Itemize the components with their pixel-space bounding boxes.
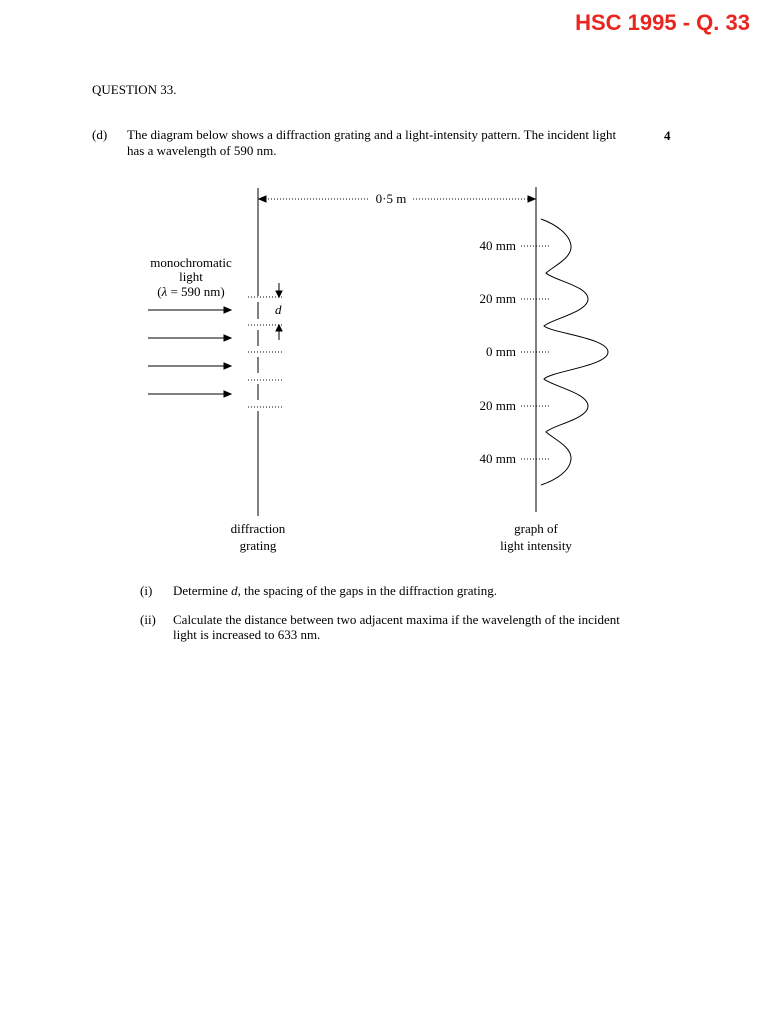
subquestion-text-end: , the spacing of the gaps in the diffraction grating.: [237, 583, 497, 598]
graph-label-line1: graph of: [514, 521, 558, 536]
lambda-symbol: λ: [161, 284, 168, 299]
spacing-symbol: d: [231, 583, 238, 598]
paren-open: (: [157, 284, 162, 299]
subquestion-text: [173, 583, 633, 598]
subquestion-number: (i): [140, 583, 153, 598]
spacing-label: d: [275, 302, 282, 317]
part-label: (d): [92, 127, 108, 142]
subquestion-text: Calculate the distance between two adjacent maxima if the wavelength of the incident light is increased to 633 nm.: [173, 612, 620, 642]
tick-label-40-bottom: 40 mm: [479, 451, 516, 466]
tick-label-20-top: 20 mm: [479, 291, 516, 306]
grating-label-line1: diffraction: [230, 521, 286, 536]
source-label-line3: [157, 284, 225, 299]
graph-label-line2: light intensity: [500, 538, 572, 553]
tick-label-40-top: 40 mm: [479, 238, 516, 253]
tick-label-0: 0 mm: [486, 344, 516, 359]
subquestion-text-start: Determine: [173, 583, 232, 598]
tick-label-20-bottom: 20 mm: [479, 398, 516, 413]
source-label-line2: light: [179, 269, 203, 284]
exam-reference-tag: HSC 1995 - Q. 33: [575, 10, 750, 35]
part-text: The diagram below shows a diffraction grating and a light-intensity pattern. The incident light has a wavelength of 590 nm.: [127, 127, 617, 158]
marks-value: 4: [664, 128, 671, 143]
wavelength-value: = 590 nm): [167, 284, 225, 299]
intensity-curve: [541, 219, 608, 485]
incident-light-arrows: [148, 307, 231, 397]
grating-label-line2: grating: [239, 538, 277, 553]
subquestion-ii: [140, 612, 640, 644]
source-label-line1: monochromatic: [150, 255, 232, 270]
subquestion-i: [140, 583, 640, 599]
question-title: QUESTION 33.: [92, 82, 177, 97]
subquestion-number: (ii): [140, 612, 156, 627]
distance-label: 0·5 m: [375, 191, 407, 206]
